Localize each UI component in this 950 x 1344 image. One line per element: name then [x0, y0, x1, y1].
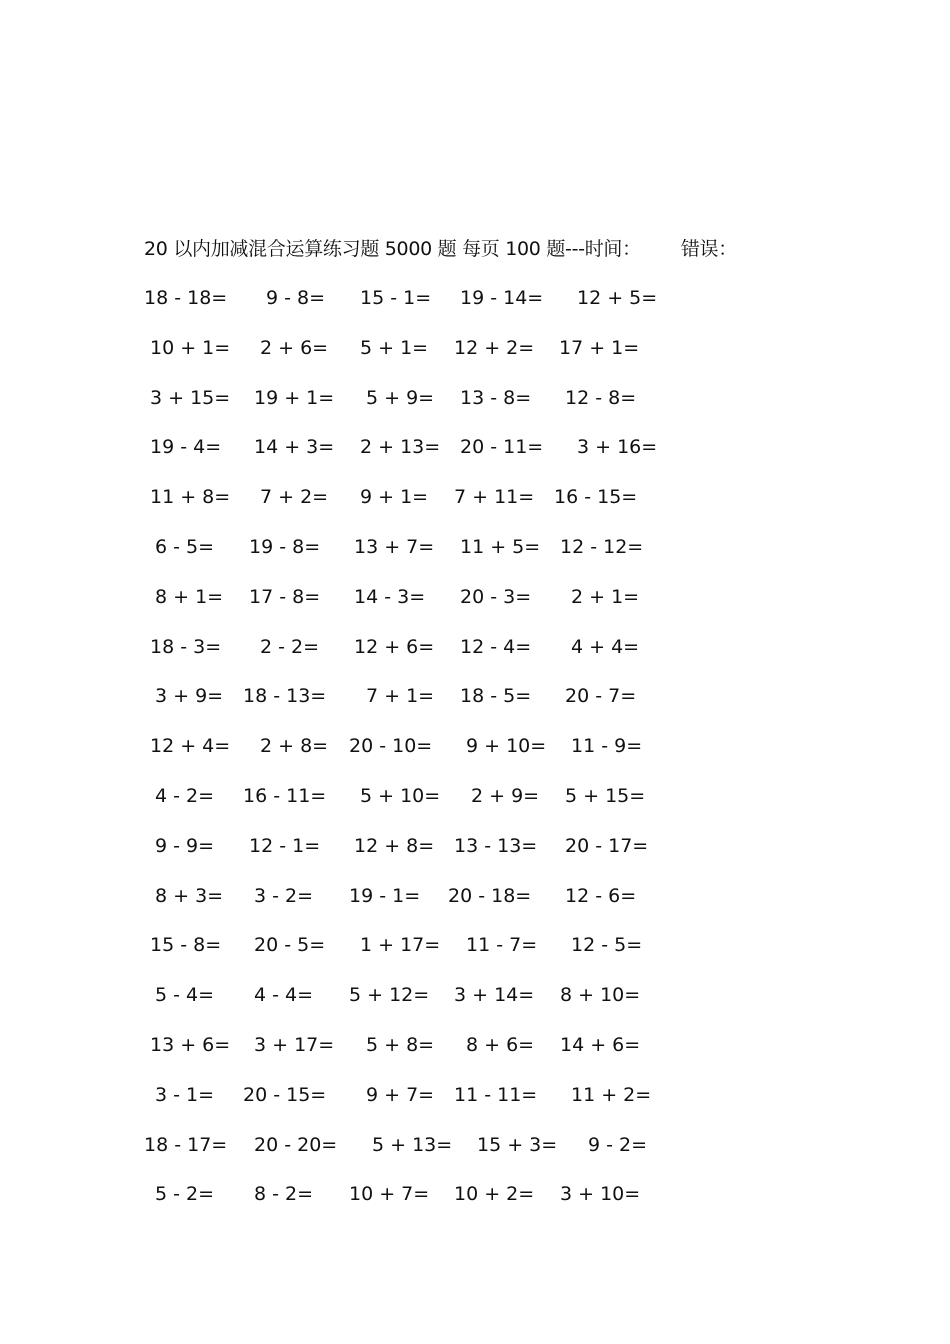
math-problem: 5 - 4= — [155, 984, 215, 1007]
math-problem: 5 + 9= — [366, 386, 435, 409]
math-problem: 9 - 2= — [588, 1133, 648, 1156]
math-problem: 7 + 1= — [366, 685, 435, 708]
math-problem: 12 - 6= — [565, 884, 637, 907]
error-label: 错误： — [680, 238, 737, 260]
math-problem: 2 - 2= — [260, 635, 320, 658]
problem-row — [144, 832, 704, 882]
math-problem: 19 - 14= — [460, 287, 544, 309]
problem-grid — [144, 284, 704, 1230]
worksheet-title — [144, 234, 737, 261]
math-problem: 2 + 6= — [260, 336, 329, 359]
problem-row — [144, 284, 704, 334]
math-problem: 5 - 2= — [155, 1183, 215, 1206]
math-problem: 3 + 17= — [254, 1033, 335, 1056]
math-problem: 12 - 1= — [249, 834, 321, 857]
math-problem: 5 + 10= — [360, 784, 441, 807]
math-problem: 8 + 10= — [560, 984, 641, 1007]
math-problem: 2 + 9= — [471, 784, 540, 807]
math-problem: 12 - 12= — [560, 535, 644, 558]
math-problem: 6 - 5= — [155, 535, 215, 558]
problem-row — [144, 1180, 704, 1230]
math-problem: 13 - 8= — [460, 386, 532, 409]
problem-row — [144, 882, 704, 932]
math-problem: 18 - 17= — [144, 1133, 228, 1156]
math-problem: 10 + 7= — [349, 1183, 430, 1206]
math-problem: 12 - 5= — [571, 934, 643, 957]
math-problem: 7 + 11= — [454, 486, 535, 509]
math-problem: 20 - 10= — [349, 735, 433, 758]
math-problem: 3 - 1= — [155, 1083, 215, 1106]
math-problem: 18 - 13= — [243, 685, 327, 708]
math-problem: 12 + 4= — [150, 735, 231, 758]
problem-row — [144, 732, 704, 782]
problem-row — [144, 931, 704, 981]
math-problem: 3 + 10= — [560, 1183, 641, 1206]
problem-row — [144, 782, 704, 832]
math-problem: 5 + 8= — [366, 1033, 435, 1056]
math-problem: 18 - 18= — [144, 287, 228, 309]
math-problem: 15 + 3= — [477, 1133, 558, 1156]
problem-row — [144, 483, 704, 533]
math-problem: 10 + 1= — [150, 336, 231, 359]
math-problem: 11 - 11= — [454, 1083, 538, 1106]
math-problem: 20 - 15= — [243, 1083, 327, 1106]
problem-row — [144, 433, 704, 483]
math-problem: 16 - 11= — [243, 784, 327, 807]
math-problem: 4 + 4= — [571, 635, 640, 658]
math-problem: 18 - 3= — [150, 635, 222, 658]
math-problem: 10 + 2= — [454, 1183, 535, 1206]
math-problem: 8 + 3= — [155, 884, 224, 907]
title-text: 20 以内加减混合运算练习题 5000 题 每页 100 题---时间： — [144, 238, 641, 260]
math-problem: 13 + 6= — [150, 1033, 231, 1056]
problem-row — [144, 1131, 704, 1181]
math-problem: 2 + 1= — [571, 585, 640, 608]
math-problem: 20 - 20= — [254, 1133, 338, 1156]
problem-row — [144, 1081, 704, 1131]
problem-row — [144, 633, 704, 683]
math-problem: 2 + 8= — [260, 735, 329, 758]
math-problem: 5 + 13= — [372, 1133, 453, 1156]
math-problem: 9 + 1= — [360, 486, 429, 509]
math-problem: 12 + 8= — [354, 834, 435, 857]
math-problem: 8 + 1= — [155, 585, 224, 608]
problem-row — [144, 583, 704, 633]
math-problem: 1 + 17= — [360, 934, 441, 957]
math-problem: 11 + 8= — [150, 486, 231, 509]
math-problem: 4 - 4= — [254, 984, 314, 1007]
math-problem: 3 + 16= — [577, 436, 658, 459]
math-problem: 11 + 5= — [460, 535, 541, 558]
math-problem: 8 - 2= — [254, 1183, 314, 1206]
math-problem: 18 - 5= — [460, 685, 532, 708]
math-problem: 20 - 11= — [460, 436, 544, 459]
math-problem: 13 + 7= — [354, 535, 435, 558]
math-problem: 14 + 3= — [254, 436, 335, 459]
math-problem: 12 + 2= — [454, 336, 535, 359]
math-problem: 9 + 7= — [366, 1083, 435, 1106]
problem-row — [144, 533, 704, 583]
math-problem: 9 - 9= — [155, 834, 215, 857]
math-problem: 8 + 6= — [466, 1033, 535, 1056]
math-problem: 15 - 8= — [150, 934, 222, 957]
math-problem: 19 - 1= — [349, 884, 421, 907]
math-problem: 11 - 7= — [466, 934, 538, 957]
math-problem: 5 + 1= — [360, 336, 429, 359]
math-problem: 12 + 6= — [354, 635, 435, 658]
math-problem: 4 - 2= — [155, 784, 215, 807]
math-problem: 19 - 4= — [150, 436, 222, 459]
math-problem: 12 - 4= — [460, 635, 532, 658]
math-problem: 5 + 12= — [349, 984, 430, 1007]
math-problem: 11 + 2= — [571, 1083, 652, 1106]
problem-row — [144, 384, 704, 434]
math-problem: 16 - 15= — [554, 486, 638, 509]
math-problem: 14 + 6= — [560, 1033, 641, 1056]
math-problem: 17 + 1= — [559, 336, 640, 359]
math-problem: 20 - 7= — [565, 685, 637, 708]
math-problem: 20 - 3= — [460, 585, 532, 608]
math-problem: 5 + 15= — [565, 784, 646, 807]
problem-row — [144, 682, 704, 732]
math-problem: 3 - 2= — [254, 884, 314, 907]
math-problem: 14 - 3= — [354, 585, 426, 608]
problem-row — [144, 981, 704, 1031]
problem-row — [144, 1031, 704, 1081]
math-problem: 3 + 9= — [155, 685, 224, 708]
math-problem: 9 + 10= — [466, 735, 547, 758]
math-problem: 9 - 8= — [266, 287, 326, 309]
math-problem: 3 + 14= — [454, 984, 535, 1007]
math-problem: 20 - 17= — [565, 834, 649, 857]
math-problem: 19 - 8= — [249, 535, 321, 558]
math-problem: 13 - 13= — [454, 834, 538, 857]
math-problem: 19 + 1= — [254, 386, 335, 409]
problem-row — [144, 334, 704, 384]
math-problem: 20 - 18= — [448, 884, 532, 907]
math-problem: 7 + 2= — [260, 486, 329, 509]
math-problem: 3 + 15= — [150, 386, 231, 409]
math-problem: 2 + 13= — [360, 436, 441, 459]
math-problem: 15 - 1= — [360, 287, 432, 309]
math-problem: 12 + 5= — [577, 287, 658, 309]
math-problem: 12 - 8= — [565, 386, 637, 409]
math-problem: 17 - 8= — [249, 585, 321, 608]
math-problem: 11 - 9= — [571, 735, 643, 758]
math-problem: 20 - 5= — [254, 934, 326, 957]
